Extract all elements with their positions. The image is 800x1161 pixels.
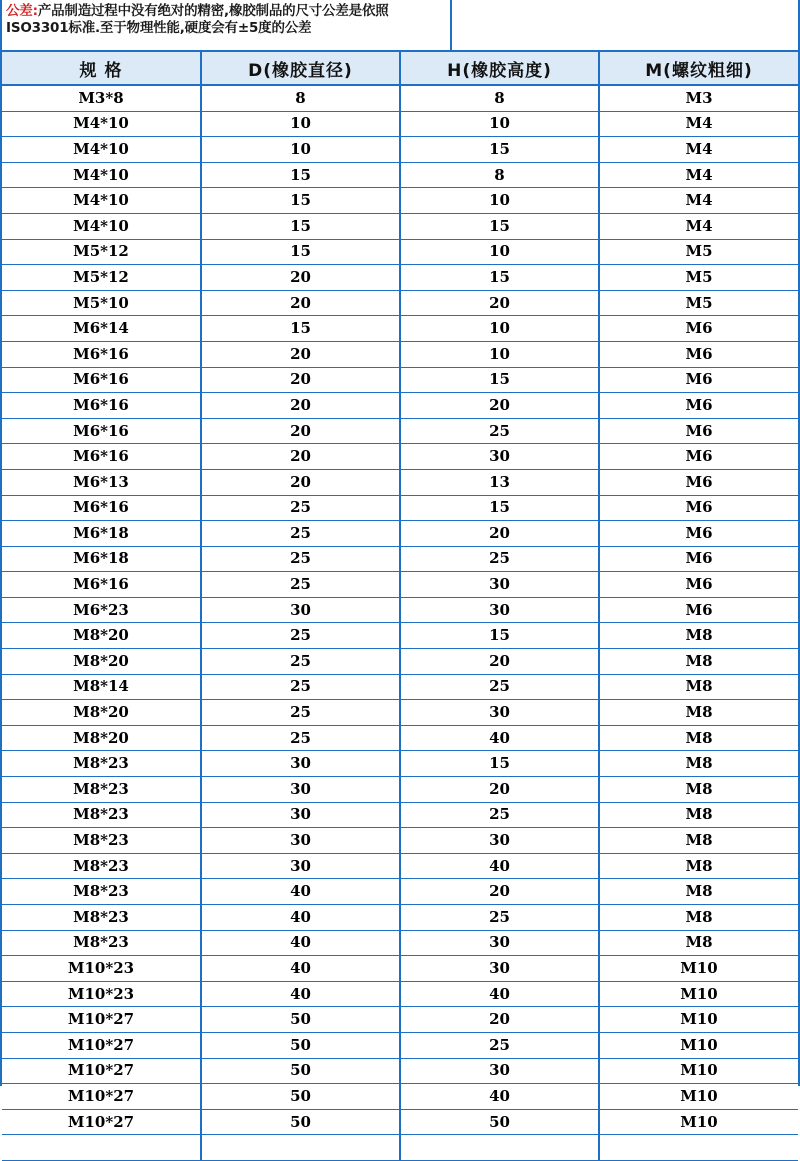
- cell-diameter: 30: [201, 597, 400, 623]
- cell-thread: M8: [599, 700, 798, 726]
- table-header: [2, 52, 798, 85]
- cell-thread: M5: [599, 265, 798, 291]
- cell-height: 40: [400, 853, 599, 879]
- cell-diameter: [201, 1135, 400, 1161]
- cell-diameter: 15: [201, 188, 400, 214]
- cell-diameter: 30: [201, 853, 400, 879]
- cell-thread: M6: [599, 367, 798, 393]
- table-row: [2, 828, 798, 854]
- cell-diameter: 25: [201, 649, 400, 675]
- cell-model: M10*27: [2, 1084, 201, 1110]
- cell-thread: M6: [599, 546, 798, 572]
- cell-height: 30: [400, 444, 599, 470]
- table-row: [2, 572, 798, 598]
- table-row: [2, 290, 798, 316]
- cell-model: M6*16: [2, 367, 201, 393]
- cell-model: M6*16: [2, 393, 201, 419]
- cell-height: 10: [400, 316, 599, 342]
- cell-model: M8*14: [2, 674, 201, 700]
- specification-table: [2, 52, 798, 1161]
- cell-thread: M5: [599, 239, 798, 265]
- cell-model: M8*23: [2, 802, 201, 828]
- tolerance-body: 产品制造过程中没有绝对的精密,橡胶制品的尺寸公差是依照ISO3301标准.至于物理性能,硬度会有±5度的公差: [6, 3, 389, 36]
- cell-height: 10: [400, 111, 599, 137]
- tolerance-notice-text: [2, 0, 450, 50]
- table-row: [2, 469, 798, 495]
- cell-thread: [599, 1135, 798, 1161]
- cell-diameter: 50: [201, 1084, 400, 1110]
- cell-thread: M4: [599, 162, 798, 188]
- cell-diameter: 40: [201, 956, 400, 982]
- tolerance-label: 公差:: [6, 3, 38, 19]
- table-row: [2, 649, 798, 675]
- cell-height: 30: [400, 930, 599, 956]
- table-row: [2, 700, 798, 726]
- cell-thread: M6: [599, 597, 798, 623]
- cell-height: 20: [400, 777, 599, 803]
- table-row: [2, 751, 798, 777]
- table-row: [2, 1109, 798, 1135]
- cell-diameter: 20: [201, 290, 400, 316]
- cell-height: 10: [400, 188, 599, 214]
- cell-thread: M4: [599, 213, 798, 239]
- cell-diameter: 10: [201, 137, 400, 163]
- cell-model: M8*23: [2, 751, 201, 777]
- cell-model: M6*14: [2, 316, 201, 342]
- cell-diameter: 25: [201, 495, 400, 521]
- cell-diameter: 40: [201, 879, 400, 905]
- cell-diameter: 15: [201, 316, 400, 342]
- cell-height: 40: [400, 725, 599, 751]
- cell-diameter: 25: [201, 725, 400, 751]
- cell-diameter: 25: [201, 674, 400, 700]
- cell-model: M5*12: [2, 239, 201, 265]
- table-row: [2, 393, 798, 419]
- cell-height: 20: [400, 879, 599, 905]
- cell-model: M3*8: [2, 85, 201, 111]
- cell-height: 30: [400, 1058, 599, 1084]
- cell-thread: M10: [599, 1109, 798, 1135]
- cell-diameter: 50: [201, 1109, 400, 1135]
- cell-thread: M4: [599, 137, 798, 163]
- cell-thread: M6: [599, 418, 798, 444]
- cell-model: M6*16: [2, 418, 201, 444]
- cell-height: 30: [400, 572, 599, 598]
- cell-height: 15: [400, 623, 599, 649]
- table-row: [2, 802, 798, 828]
- table-row: [2, 85, 798, 111]
- cell-height: 13: [400, 469, 599, 495]
- cell-model: M6*13: [2, 469, 201, 495]
- cell-height: 15: [400, 137, 599, 163]
- cell-thread: M8: [599, 751, 798, 777]
- cell-model: M8*23: [2, 905, 201, 931]
- cell-diameter: 40: [201, 930, 400, 956]
- cell-diameter: 30: [201, 828, 400, 854]
- cell-thread: M10: [599, 1032, 798, 1058]
- table-header-row: [2, 52, 798, 85]
- cell-diameter: 25: [201, 572, 400, 598]
- cell-model: M8*20: [2, 700, 201, 726]
- cell-thread: M6: [599, 469, 798, 495]
- cell-diameter: 50: [201, 1032, 400, 1058]
- cell-thread: M4: [599, 188, 798, 214]
- cell-model: M4*10: [2, 213, 201, 239]
- cell-height: 20: [400, 521, 599, 547]
- cell-diameter: 10: [201, 111, 400, 137]
- cell-diameter: 40: [201, 905, 400, 931]
- cell-thread: M8: [599, 930, 798, 956]
- cell-thread: M8: [599, 623, 798, 649]
- cell-thread: M6: [599, 393, 798, 419]
- column-header-model: 规 格: [2, 52, 201, 85]
- cell-thread: M6: [599, 572, 798, 598]
- cell-thread: M8: [599, 802, 798, 828]
- cell-height: 30: [400, 597, 599, 623]
- table-row: [2, 1007, 798, 1033]
- cell-height: 20: [400, 649, 599, 675]
- cell-model: M5*10: [2, 290, 201, 316]
- cell-model: M8*23: [2, 853, 201, 879]
- cell-diameter: 30: [201, 802, 400, 828]
- cell-model: M6*16: [2, 572, 201, 598]
- cell-thread: M10: [599, 1007, 798, 1033]
- table-row: [2, 879, 798, 905]
- cell-thread: M6: [599, 316, 798, 342]
- cell-diameter: 20: [201, 393, 400, 419]
- cell-model: M6*16: [2, 444, 201, 470]
- table-row: [2, 162, 798, 188]
- cell-height: 25: [400, 905, 599, 931]
- cell-thread: M8: [599, 649, 798, 675]
- cell-diameter: 50: [201, 1007, 400, 1033]
- column-header-diameter: D(橡胶直径): [201, 52, 400, 85]
- cell-diameter: 8: [201, 85, 400, 111]
- table-row: [2, 1135, 798, 1161]
- table-row: [2, 853, 798, 879]
- table-row: [2, 188, 798, 214]
- cell-height: 15: [400, 367, 599, 393]
- table-row: [2, 239, 798, 265]
- table-row: [2, 597, 798, 623]
- cell-model: M10*27: [2, 1109, 201, 1135]
- notice-blank-area: [450, 0, 798, 50]
- cell-diameter: 15: [201, 213, 400, 239]
- cell-height: 30: [400, 956, 599, 982]
- cell-diameter: 15: [201, 162, 400, 188]
- cell-diameter: 20: [201, 265, 400, 291]
- table-body: [2, 85, 798, 1160]
- cell-height: 20: [400, 290, 599, 316]
- cell-thread: M10: [599, 981, 798, 1007]
- cell-thread: M8: [599, 725, 798, 751]
- cell-height: 40: [400, 1084, 599, 1110]
- cell-thread: M8: [599, 853, 798, 879]
- table-row: [2, 495, 798, 521]
- cell-thread: M8: [599, 674, 798, 700]
- cell-model: M6*23: [2, 597, 201, 623]
- cell-model: M10*27: [2, 1007, 201, 1033]
- cell-model: M8*20: [2, 725, 201, 751]
- cell-diameter: 25: [201, 700, 400, 726]
- tolerance-notice: [2, 0, 798, 52]
- table-row: [2, 265, 798, 291]
- table-row: [2, 674, 798, 700]
- table-row: [2, 905, 798, 931]
- cell-height: [400, 1135, 599, 1161]
- cell-model: M4*10: [2, 188, 201, 214]
- cell-diameter: 30: [201, 777, 400, 803]
- table-row: [2, 444, 798, 470]
- cell-model: M8*23: [2, 879, 201, 905]
- cell-model: M6*18: [2, 546, 201, 572]
- table-row: [2, 725, 798, 751]
- table-row: [2, 546, 798, 572]
- cell-model: M10*23: [2, 981, 201, 1007]
- cell-thread: M8: [599, 879, 798, 905]
- table-row: [2, 1058, 798, 1084]
- cell-thread: M10: [599, 956, 798, 982]
- table-row: [2, 981, 798, 1007]
- cell-model: [2, 1135, 201, 1161]
- cell-height: 30: [400, 828, 599, 854]
- cell-height: 25: [400, 546, 599, 572]
- cell-model: M8*23: [2, 777, 201, 803]
- cell-diameter: 25: [201, 623, 400, 649]
- cell-height: 25: [400, 1032, 599, 1058]
- cell-diameter: 20: [201, 367, 400, 393]
- table-row: [2, 213, 798, 239]
- cell-model: M10*23: [2, 956, 201, 982]
- cell-diameter: 25: [201, 521, 400, 547]
- cell-diameter: 20: [201, 341, 400, 367]
- cell-model: M6*18: [2, 521, 201, 547]
- cell-height: 25: [400, 674, 599, 700]
- cell-height: 25: [400, 802, 599, 828]
- cell-diameter: 30: [201, 751, 400, 777]
- cell-thread: M4: [599, 111, 798, 137]
- cell-height: 8: [400, 85, 599, 111]
- table-row: [2, 111, 798, 137]
- cell-height: 40: [400, 981, 599, 1007]
- cell-model: M8*23: [2, 930, 201, 956]
- table-row: [2, 418, 798, 444]
- cell-height: 10: [400, 341, 599, 367]
- column-header-height: H(橡胶高度): [400, 52, 599, 85]
- table-row: [2, 1084, 798, 1110]
- cell-model: M10*27: [2, 1032, 201, 1058]
- cell-model: M4*10: [2, 111, 201, 137]
- cell-height: 15: [400, 751, 599, 777]
- cell-model: M8*20: [2, 623, 201, 649]
- cell-height: 15: [400, 265, 599, 291]
- cell-height: 8: [400, 162, 599, 188]
- cell-thread: M8: [599, 828, 798, 854]
- cell-model: M6*16: [2, 341, 201, 367]
- cell-thread: M10: [599, 1058, 798, 1084]
- cell-height: 15: [400, 495, 599, 521]
- cell-height: 30: [400, 700, 599, 726]
- cell-height: 15: [400, 213, 599, 239]
- cell-diameter: 25: [201, 546, 400, 572]
- cell-model: M4*10: [2, 137, 201, 163]
- cell-height: 10: [400, 239, 599, 265]
- cell-model: M6*16: [2, 495, 201, 521]
- cell-thread: M8: [599, 905, 798, 931]
- cell-height: 25: [400, 418, 599, 444]
- table-row: [2, 521, 798, 547]
- cell-diameter: 20: [201, 418, 400, 444]
- table-row: [2, 623, 798, 649]
- table-row: [2, 1032, 798, 1058]
- cell-thread: M3: [599, 85, 798, 111]
- cell-thread: M6: [599, 495, 798, 521]
- table-row: [2, 930, 798, 956]
- cell-model: M8*23: [2, 828, 201, 854]
- cell-diameter: 15: [201, 239, 400, 265]
- cell-diameter: 20: [201, 469, 400, 495]
- cell-model: M10*27: [2, 1058, 201, 1084]
- cell-thread: M6: [599, 521, 798, 547]
- cell-model: M4*10: [2, 162, 201, 188]
- table-row: [2, 316, 798, 342]
- cell-thread: M5: [599, 290, 798, 316]
- cell-height: 50: [400, 1109, 599, 1135]
- table-row: [2, 137, 798, 163]
- table-row: [2, 956, 798, 982]
- cell-thread: M10: [599, 1084, 798, 1110]
- table-row: [2, 367, 798, 393]
- cell-model: M8*20: [2, 649, 201, 675]
- cell-diameter: 40: [201, 981, 400, 1007]
- table-row: [2, 341, 798, 367]
- cell-thread: M6: [599, 444, 798, 470]
- cell-diameter: 50: [201, 1058, 400, 1084]
- table-row: [2, 777, 798, 803]
- cell-model: M5*12: [2, 265, 201, 291]
- column-header-thread: M(螺纹粗细): [599, 52, 798, 85]
- cell-height: 20: [400, 1007, 599, 1033]
- cell-diameter: 20: [201, 444, 400, 470]
- cell-thread: M8: [599, 777, 798, 803]
- cell-thread: M6: [599, 341, 798, 367]
- cell-height: 20: [400, 393, 599, 419]
